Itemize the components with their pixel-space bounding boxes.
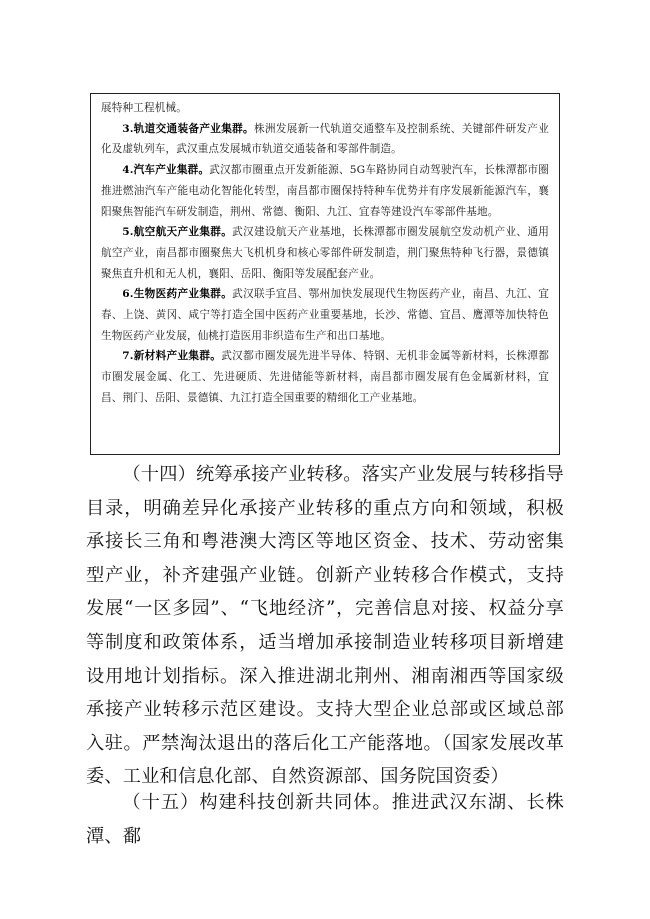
paragraph-14-text: 落实产业发展与转移指导目录，明确差异化承接产业转移的重点方向和领域，积极承接长三角和粤港澳大湾区等地区资金、技术、劳动密集型产业，补齐建强产业链。创新产业转移合作模式，支持发展“一区多园”、“飞地经济”，完善信息对接、权益分享等制度和政策体系，适当增加承接制造业转移项目新增建设用地计划指标。深入推进湖北荆州、湘南湘西等国家级承接产业转移示范区建设。支持大型企业总部或区域总部入驻。严禁淘汰退出的落后化工产能落地。（国家发展改革委、工业和信息化部、自然资源部、国务院国资委） bbox=[86, 464, 565, 788]
cluster-item-text: 武汉建设航天产业基地，长株潭都市圈发展航空发动机产业、通用航空产业，南昌都市圈聚焦大飞机机身和核心零部件研发制造，荆门聚焦特种飞行器，景德镇聚焦直升机和无人机，襄阳、岳阳、衡阳等发展配套产业。 bbox=[101, 226, 549, 280]
cluster-item-new-materials bbox=[101, 346, 549, 408]
paragraph-15 bbox=[86, 786, 564, 853]
cluster-item-auto bbox=[101, 160, 549, 222]
box-continuation-line: 展特种工程机械。 bbox=[101, 102, 187, 114]
cluster-item-title: 5.航空航天产业集群。 bbox=[122, 226, 233, 239]
cluster-item-text: 武汉联手宜昌、鄂州加快发展现代生物医药产业，南昌、九江、宜春、上饶、黄冈、咸宁等打造全国中医药产业重要基地，长沙、常德、宜昌、鹰潭等加快特色生物医药产业发展，仙桃打造医用非织造布生产和出口基地。 bbox=[101, 288, 549, 342]
cluster-item-title: 6.生物医药产业集群。 bbox=[122, 288, 233, 301]
cluster-item-text: 株洲发展新一代轨道交通整车及控制系统、关键部件研发产业化及虚轨列车，武汉重点发展城市轨道交通装备和零部件制造。 bbox=[101, 122, 549, 156]
paragraph-14 bbox=[86, 458, 564, 794]
industry-cluster-box bbox=[90, 93, 560, 455]
cluster-item-aerospace bbox=[101, 222, 549, 284]
cluster-item-rail bbox=[101, 119, 549, 160]
paragraph-15-text: 推进武汉东湖、长株潭、鄱 bbox=[86, 792, 564, 847]
cluster-item-text: 武汉都市圈重点开发新能源、5G车路协同自动驾驶汽车，长株潭都市圈推进燃油汽车产能电动化智能化转型，南昌都市圈保持特种车优势并有序发展新能源汽车，襄阳聚焦智能汽车研发制造，荆州、常德、衡阳、九江、宜春等建设汽车零部件基地。 bbox=[101, 164, 549, 218]
cluster-item-biomedicine bbox=[101, 284, 549, 346]
paragraph-14-heading: （十四）统筹承接产业转移。 bbox=[122, 464, 362, 485]
paragraph-15-heading: （十五）构建科技创新共同体。 bbox=[122, 792, 392, 813]
cluster-item-title: 7.新材料产业集群。 bbox=[122, 350, 222, 363]
cluster-item-title: 4.汽车产业集群。 bbox=[122, 164, 210, 177]
paragraph-industry-transfer bbox=[86, 458, 564, 794]
cluster-item-text: 武汉都市圈发展先进半导体、特钢、无机非金属等新材料，长株潭都市圈发展金属、化工、先进硬质、先进储能等新材料，南昌都市圈发展有色金属新材料，宜昌、荆门、岳阳、景德镇、九江打造全国重要的精细化工产业基地。 bbox=[101, 350, 549, 404]
cluster-item-title: 3.轨道交通装备产业集群。 bbox=[122, 122, 254, 135]
paragraph-tech-innovation bbox=[86, 786, 564, 853]
